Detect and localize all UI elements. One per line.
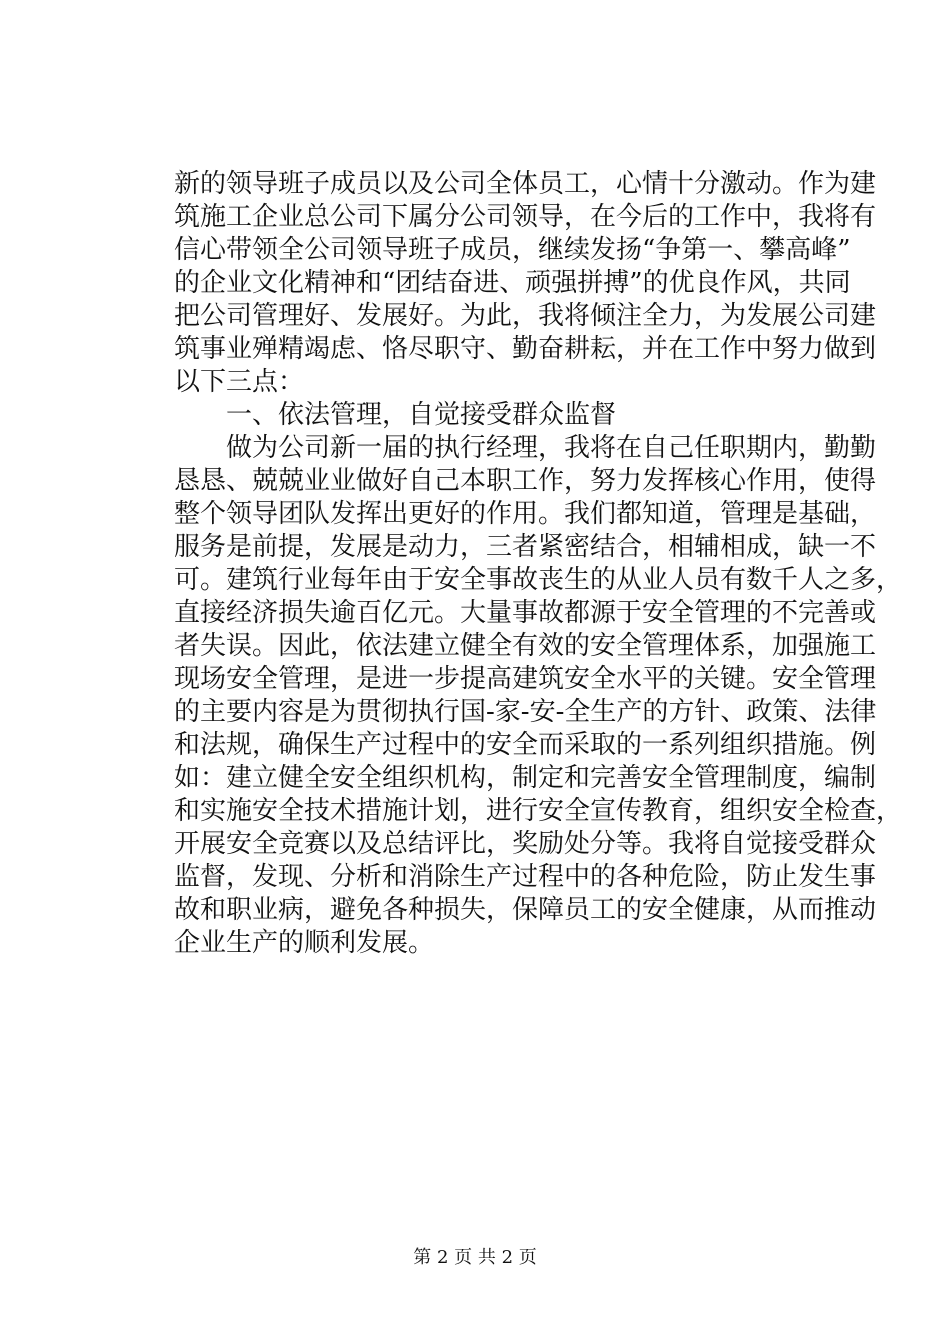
text-line: 的企业文化精神和“团结奋进、顽强拼搏”的优良作风，共同 (174, 268, 851, 298)
text-line: 开展安全竞赛以及总结评比，奖励处分等。我将自觉接受群众 (174, 829, 877, 859)
text-line: 可。建筑行业每年由于安全事故丧生的从业人员有数千人之多， (174, 565, 903, 595)
text-line: 服务是前提，发展是动力，三者紧密结合，相辅相成，缺一不 (174, 532, 877, 562)
text-line: 信心带领全公司领导班子成员，继续发扬“争第一、攀高峰” (174, 235, 851, 265)
text-line: 新的领导班子成员以及公司全体员工，心情十分激动。作为建 (174, 169, 877, 199)
text-line: 的主要内容是为贯彻执行国-家-安-全生产的方针、政策、法律 (174, 697, 877, 727)
text-line: 整个领导团队发挥出更好的作用。我们都知道，管理是基础， (174, 499, 877, 529)
body-text (174, 168, 903, 960)
text-line: 故和职业病，避免各种损失，保障员工的安全健康，从而推动 (174, 895, 877, 925)
page-number: 第 2 页 共 2 页 (413, 1247, 537, 1268)
text-line: 筑事业殚精竭虑、恪尽职守、勤奋耕耘，并在工作中努力做到 (174, 334, 877, 364)
text-line: 如：建立健全安全组织机构，制定和完善安全管理制度，编制 (174, 763, 877, 793)
text-line: 筑施工企业总公司下属分公司领导，在今后的工作中，我将有 (174, 202, 877, 232)
text-line: 者失误。因此，依法建立健全有效的安全管理体系，加强施工 (174, 631, 877, 661)
text-line: 以下三点： (174, 367, 305, 397)
section-heading: 一、依法管理，自觉接受群众监督 (174, 400, 617, 430)
text-line: 现场安全管理，是进一步提高建筑安全水平的关键。安全管理 (174, 664, 877, 694)
text-line: 做为公司新一届的执行经理，我将在自己任职期内，勤勤 (174, 433, 877, 463)
text-line: 和法规，确保生产过程中的安全而采取的一系列组织措施。例 (174, 730, 877, 760)
text-line: 把公司管理好、发展好。为此，我将倾注全力，为发展公司建 (174, 301, 877, 331)
text-line: 直接经济损失逾百亿元。大量事故都源于安全管理的不完善或 (174, 598, 877, 628)
page-footer (0, 1243, 950, 1269)
text-line: 企业生产的顺利发展。 (174, 928, 435, 958)
text-line: 恳恳、兢兢业业做好自己本职工作，努力发挥核心作用，使得 (174, 466, 877, 496)
text-line: 和实施安全技术措施计划，进行安全宣传教育，组织安全检查， (174, 796, 903, 826)
text-line: 监督，发现、分析和消除生产过程中的各种危险，防止发生事 (174, 862, 877, 892)
